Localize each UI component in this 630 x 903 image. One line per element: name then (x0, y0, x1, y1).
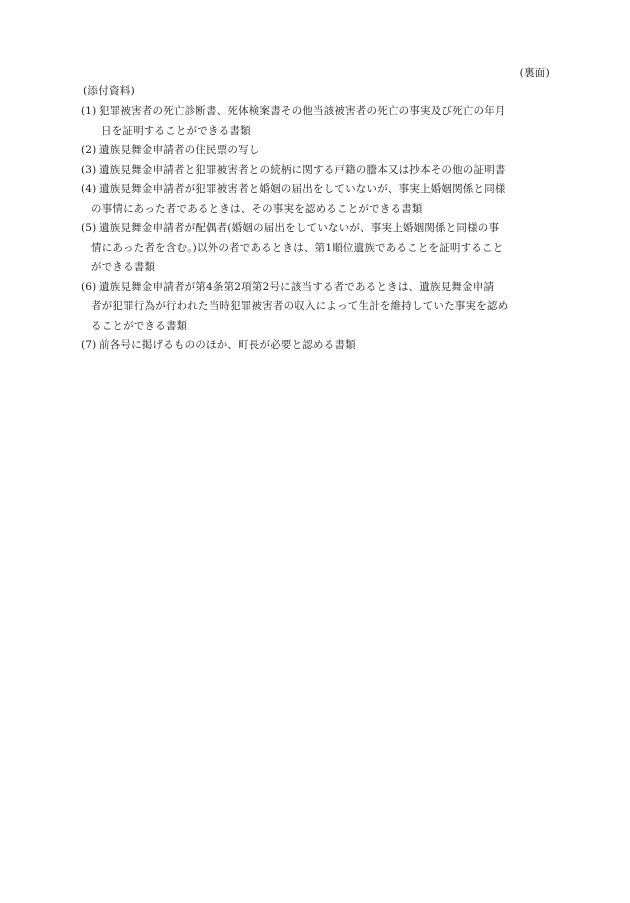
item-number: (6) (81, 280, 97, 293)
attachments-heading: (添付資料) (83, 85, 135, 97)
item-line: 日を証明することができる書類 (101, 124, 251, 137)
item-line: 遺族見舞金申請者と犯罪被害者との続柄に関する戸籍の謄本又は抄本その他の証明書 (99, 163, 506, 176)
list-item (81, 336, 553, 356)
item-line: 犯罪被害者の死亡診断書、死体検案書その他当該被害者の死亡の事実及び死亡の年月 (99, 105, 506, 117)
list-item (81, 102, 553, 141)
list-item (81, 219, 553, 278)
item-number: (4) (81, 183, 97, 195)
item-number: (2) (81, 144, 97, 156)
reverse-side-label: (裏面) (519, 67, 550, 79)
attachment-list (81, 102, 553, 356)
item-line: ることができる書類 (91, 319, 188, 332)
item-line: の事情にあった者であるときは、その事実を認めることができる書類 (91, 202, 423, 215)
list-item (81, 278, 553, 337)
list-item (81, 161, 553, 181)
item-line: 者が犯罪行為が行われた当時犯罪被害者の収入によって生計を維持していた事実を認め (91, 300, 509, 312)
item-number: (3) (81, 163, 97, 176)
item-line: 遺族見舞金申請者が第4条第2項第2号に該当する者であるときは、遺族見舞金申請 (99, 280, 495, 293)
item-line: 遺族見舞金申請者が犯罪被害者と婚姻の届出をしていないが、事実上婚姻関係と同様 (99, 183, 506, 195)
list-item (81, 141, 553, 161)
item-number: (7) (81, 339, 97, 351)
item-line: 遺族見舞金申請者が配偶者(婚姻の届出をしていないが、事実上婚姻関係と同様の事 (99, 222, 500, 234)
item-line: 前各号に掲げるもののほか、町長が必要と認める書類 (99, 339, 356, 351)
item-number: (5) (81, 222, 97, 234)
list-item (81, 180, 553, 219)
item-line: ができる書類 (91, 261, 156, 273)
item-line: 遺族見舞金申請者の住民票の写し (99, 144, 260, 156)
item-number: (1) (81, 105, 97, 117)
item-line: 情にあった者を含む。)以外の者であるときは、第1順位遺族であることを証明すること (91, 241, 504, 254)
